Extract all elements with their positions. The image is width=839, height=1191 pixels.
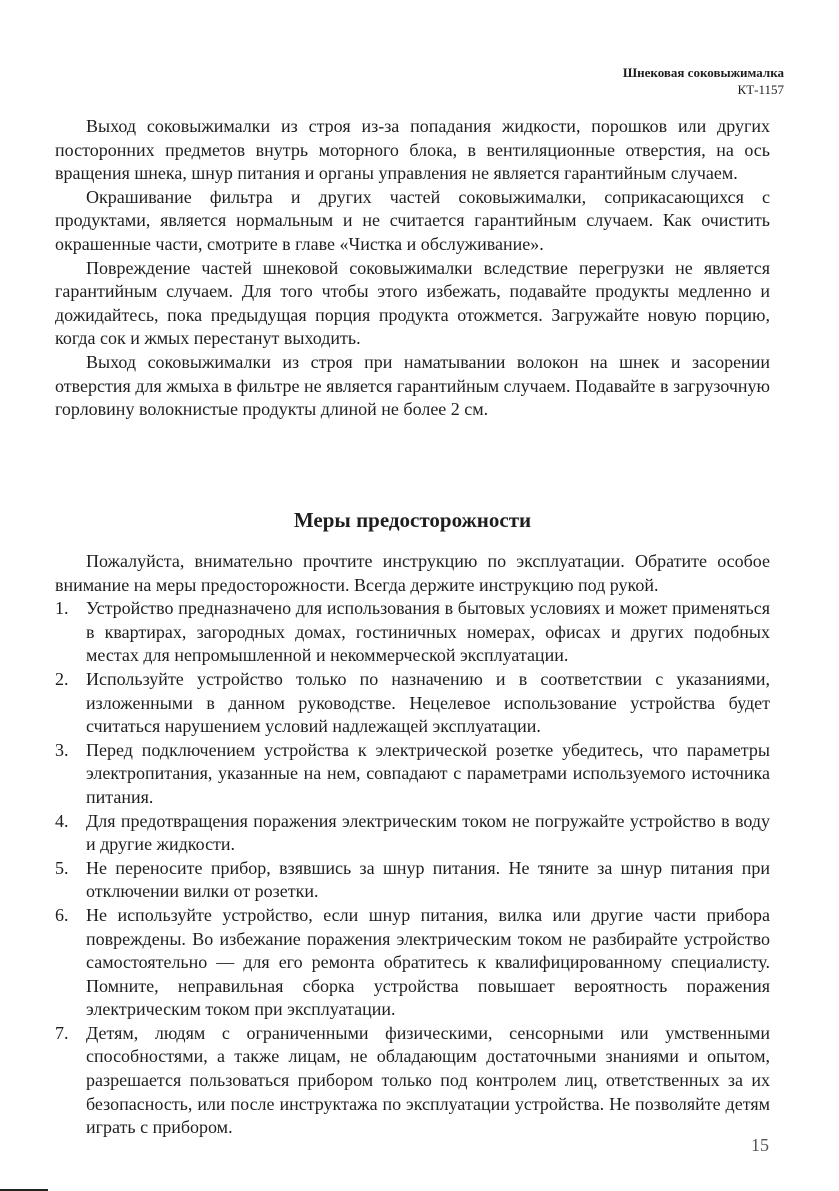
item-number: 2. <box>55 668 69 689</box>
list-item <box>55 857 770 904</box>
item-number: 5. <box>55 857 69 878</box>
list-item <box>55 739 770 810</box>
safety-intro: Пожалуйста, внимательно прочтите инструкцию по эксплуатации. Обратите особое внимание на меры предосторожности. Всегда держите инструкцию под рукой. <box>55 551 770 595</box>
model-number: КТ-1157 <box>737 82 784 97</box>
item-text: Не используйте устройство, если шнур питания, вилка или другие части прибора повреждены. Во избежание поражения электрическим током не разбирайте устройство самостоятельно — для его ремонта обратитесь к квалифицированному специалисту. Помните, неправильная сборка устройства повышает вероятность поражения электрическим током при эксплуатации. <box>86 904 770 1020</box>
item-text: Используйте устройство только по назначению и в соответствии с указаниями, изложенными в данном руководстве. Нецелевое использование устройства будет считаться нарушением условий надлежащей эксплуатации. <box>86 668 770 737</box>
warranty-paragraph: Выход соковыжималки из строя из-за попадания жидкости, порошков или других посторонних предметов внутрь моторного блока, в вентиляционные отверстия, на ось вращения шнека, шнур питания и органы управления не является гарантийным случаем. <box>55 116 770 184</box>
warranty-paragraph: Повреждение частей шнековой соковыжималки вследствие перегрузки не является гарантийным случаем. Для того чтобы этого избежать, подавайте продукты медленно и дожидайтесь, пока предыдущая порция продукта отожмется. Загружайте новую порцию, когда сок и жмых перестанут выходить. <box>55 257 770 349</box>
list-item <box>55 668 770 739</box>
section-title: Меры предосторожности <box>293 508 532 532</box>
product-name: Шнековая соковыжималка <box>622 65 784 80</box>
item-number: 3. <box>55 739 69 760</box>
warranty-paragraph: Выход соковыжималки из строя при наматывании волокон на шнек и засорении отверстия для жмыха в фильтре не является гарантийным случаем. Подавайте в загрузочную горловину волокнистые продукты длиной не более 2 см. <box>55 351 770 420</box>
item-text: Для предотвращения поражения электрическим током не погружайте устройство в воду и другие жидкости. <box>86 810 770 855</box>
item-number: 7. <box>55 1022 69 1043</box>
list-item <box>55 1022 770 1140</box>
safety-section <box>55 550 770 1140</box>
list-item <box>55 597 770 668</box>
list-item <box>55 810 770 857</box>
page-number: 15 <box>751 1135 769 1155</box>
item-number: 6. <box>55 904 69 925</box>
item-number: 1. <box>55 598 69 619</box>
item-text: Перед подключением устройства к электрической розетке убедитесь, что параметры электропитания, указанные на нем, совпадают с параметрами используемого источника питания. <box>86 739 770 807</box>
item-text: Не переносите прибор, взявшись за шнур питания. Не тяните за шнур питания при отключении вилки от розетки. <box>86 857 770 902</box>
list-item <box>55 904 770 1022</box>
item-text: Детям, людям с ограниченными физическими, сенсорными или умственными способностями, а также лицам, не обладающим достаточными знаниями и опытом, разрешается пользоваться прибором только под контролем лиц, ответственных за их безопасность, или после инструктажа по эксплуатации устройства. Не позволяйте детям играть с прибором. <box>86 1022 770 1138</box>
warranty-paragraph: Окрашивание фильтра и других частей соковыжималки, соприкасающихся с продуктами, является нормальным и не считается гарантийным случаем. Как очистить окрашенные части, смотрите в главе «Чистка и обслуживание». <box>55 186 770 254</box>
warranty-section <box>55 115 770 422</box>
safety-list <box>55 597 770 1140</box>
page-header <box>623 64 784 98</box>
item-text: Устройство предназначено для использования в бытовых условиях и может применяться в квартирах, загородных домах, гостиничных номерах, офисах и других подобных местах для непромышленной и некоммерческой эксплуатации. <box>86 598 770 666</box>
safety-title-block <box>55 508 770 533</box>
item-number: 4. <box>55 810 69 831</box>
